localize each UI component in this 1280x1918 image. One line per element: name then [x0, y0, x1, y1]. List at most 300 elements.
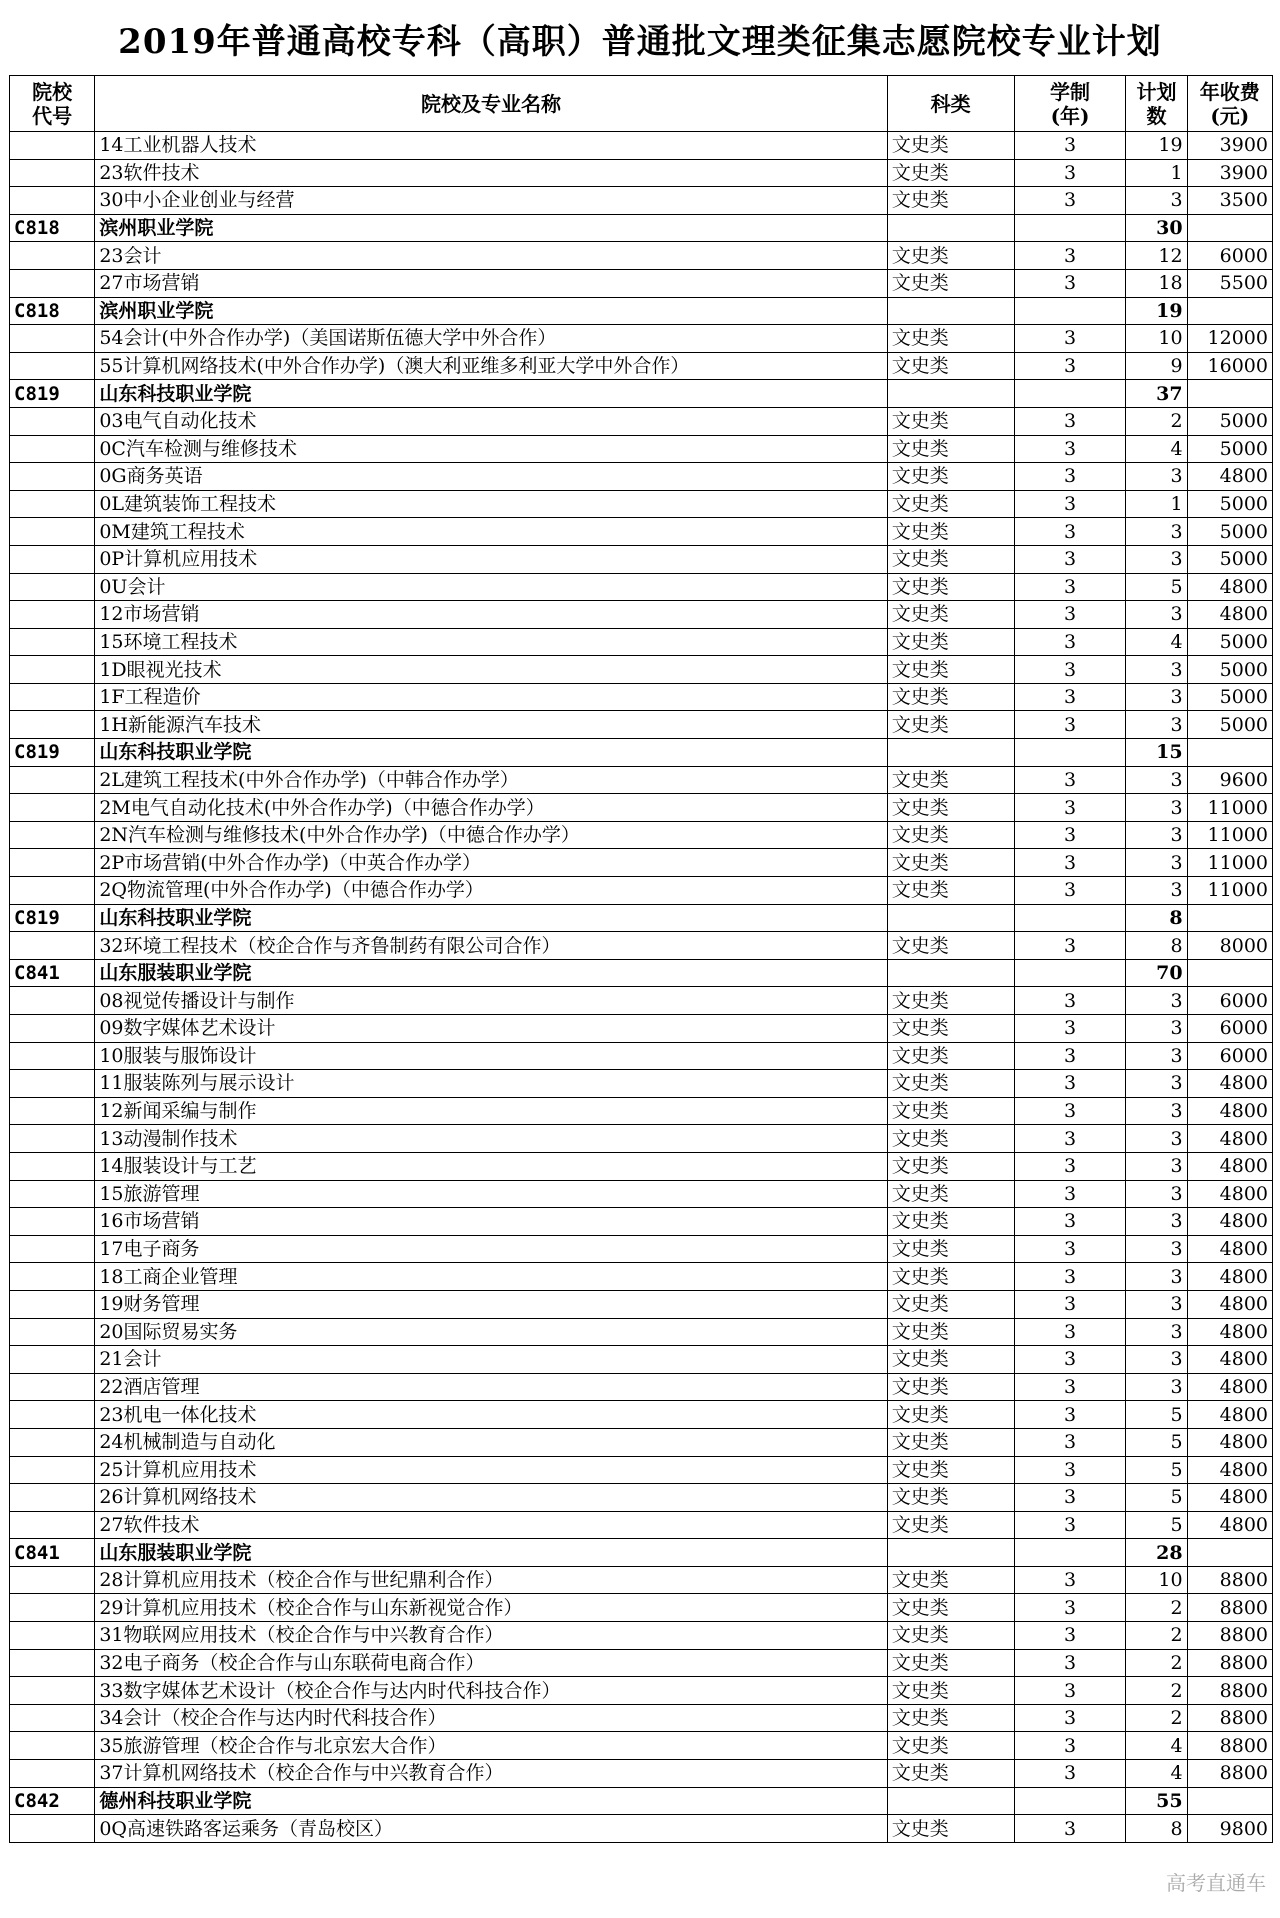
- school-code-cell: [10, 1815, 95, 1843]
- plan-count-cell: 3: [1126, 1373, 1187, 1401]
- annual-fee-cell: 4800: [1187, 463, 1272, 491]
- major-row: [10, 932, 1273, 960]
- name-cell: 30中小企业创业与经营: [95, 187, 887, 215]
- duration-cell: 3: [1014, 877, 1126, 905]
- duration-cell: 3: [1014, 1594, 1126, 1622]
- name-cell: 滨州职业学院: [95, 214, 887, 242]
- annual-fee-cell: 8800: [1187, 1704, 1272, 1732]
- duration-cell: 3: [1014, 1208, 1126, 1236]
- school-code-cell: C842: [10, 1787, 95, 1815]
- plan-count-cell: 19: [1126, 297, 1187, 325]
- annual-fee-cell: 4800: [1187, 1428, 1272, 1456]
- category-cell: 文史类: [887, 1070, 1014, 1098]
- school-code-cell: [10, 932, 95, 960]
- name-cell: 1F工程造价: [95, 683, 887, 711]
- category-cell: 文史类: [887, 1373, 1014, 1401]
- name-cell: 12新闻采编与制作: [95, 1097, 887, 1125]
- plan-count-cell: 3: [1126, 849, 1187, 877]
- major-row: [10, 1704, 1273, 1732]
- duration-cell: 3: [1014, 1456, 1126, 1484]
- annual-fee-cell: 8800: [1187, 1677, 1272, 1705]
- major-row: [10, 1235, 1273, 1263]
- annual-fee-cell: [1187, 214, 1272, 242]
- annual-fee-cell: 5000: [1187, 490, 1272, 518]
- category-cell: 文史类: [887, 269, 1014, 297]
- name-cell: 山东科技职业学院: [95, 380, 887, 408]
- plan-count-cell: 3: [1126, 656, 1187, 684]
- plan-count-cell: 3: [1126, 766, 1187, 794]
- annual-fee-cell: 3900: [1187, 159, 1272, 187]
- category-cell: 文史类: [887, 463, 1014, 491]
- school-code-cell: [10, 1263, 95, 1291]
- plan-count-cell: 4: [1126, 435, 1187, 463]
- school-code-cell: [10, 435, 95, 463]
- annual-fee-cell: 8800: [1187, 1760, 1272, 1788]
- major-row: [10, 1484, 1273, 1512]
- duration-cell: 3: [1014, 1042, 1126, 1070]
- annual-fee-cell: 4800: [1187, 1511, 1272, 1539]
- category-cell: 文史类: [887, 1180, 1014, 1208]
- school-code-cell: [10, 711, 95, 739]
- name-cell: 20国际贸易实务: [95, 1318, 887, 1346]
- name-cell: 1H新能源汽车技术: [95, 711, 887, 739]
- annual-fee-cell: [1187, 1539, 1272, 1567]
- annual-fee-cell: 11000: [1187, 794, 1272, 822]
- school-code-cell: [10, 325, 95, 353]
- school-code-cell: [10, 132, 95, 160]
- plan-count-cell: 4: [1126, 1732, 1187, 1760]
- annual-fee-cell: 5000: [1187, 435, 1272, 463]
- annual-fee-cell: [1187, 380, 1272, 408]
- duration-cell: 3: [1014, 1235, 1126, 1263]
- school-code-cell: [10, 490, 95, 518]
- name-cell: 山东服装职业学院: [95, 959, 887, 987]
- duration-cell: 3: [1014, 1566, 1126, 1594]
- school-code-cell: [10, 877, 95, 905]
- category-cell: 文史类: [887, 1346, 1014, 1374]
- annual-fee-cell: 11000: [1187, 821, 1272, 849]
- category-cell: 文史类: [887, 1401, 1014, 1429]
- duration-cell: 3: [1014, 1346, 1126, 1374]
- duration-cell: 3: [1014, 573, 1126, 601]
- name-cell: 25计算机应用技术: [95, 1456, 887, 1484]
- category-cell: 文史类: [887, 1290, 1014, 1318]
- annual-fee-cell: [1187, 1787, 1272, 1815]
- annual-fee-cell: 4800: [1187, 1290, 1272, 1318]
- duration-cell: 3: [1014, 1760, 1126, 1788]
- category-cell: 文史类: [887, 1732, 1014, 1760]
- annual-fee-cell: 12000: [1187, 325, 1272, 353]
- duration-cell: 3: [1014, 932, 1126, 960]
- plan-count-cell: 3: [1126, 683, 1187, 711]
- major-row: [10, 1263, 1273, 1291]
- annual-fee-cell: 8800: [1187, 1594, 1272, 1622]
- annual-fee-cell: 4800: [1187, 1263, 1272, 1291]
- annual-fee-cell: 5000: [1187, 407, 1272, 435]
- plan-count-cell: 3: [1126, 518, 1187, 546]
- duration-cell: [1014, 959, 1126, 987]
- annual-fee-cell: 4800: [1187, 1484, 1272, 1512]
- name-cell: 23机电一体化技术: [95, 1401, 887, 1429]
- plan-count-cell: 3: [1126, 877, 1187, 905]
- school-code-cell: [10, 1649, 95, 1677]
- major-row: [10, 711, 1273, 739]
- category-cell: 文史类: [887, 1428, 1014, 1456]
- duration-cell: 3: [1014, 407, 1126, 435]
- school-code-cell: C841: [10, 1539, 95, 1567]
- duration-cell: 3: [1014, 325, 1126, 353]
- annual-fee-cell: 4800: [1187, 1235, 1272, 1263]
- plan-count-cell: 3: [1126, 1125, 1187, 1153]
- name-cell: 山东服装职业学院: [95, 1539, 887, 1567]
- category-cell: 文史类: [887, 683, 1014, 711]
- school-code-cell: [10, 821, 95, 849]
- school-code-cell: [10, 1346, 95, 1374]
- plan-count-cell: 1: [1126, 490, 1187, 518]
- category-cell: 文史类: [887, 1677, 1014, 1705]
- category-cell: 文史类: [887, 1208, 1014, 1236]
- plan-count-cell: 37: [1126, 380, 1187, 408]
- header-plan-count: 计划 数: [1126, 76, 1187, 132]
- duration-cell: 3: [1014, 1373, 1126, 1401]
- plan-count-cell: 3: [1126, 1042, 1187, 1070]
- duration-cell: [1014, 904, 1126, 932]
- category-cell: [887, 1539, 1014, 1567]
- school-code-cell: [10, 1760, 95, 1788]
- major-row: [10, 1373, 1273, 1401]
- name-cell: 13动漫制作技术: [95, 1125, 887, 1153]
- duration-cell: 3: [1014, 656, 1126, 684]
- duration-cell: 3: [1014, 435, 1126, 463]
- plan-count-cell: 1: [1126, 159, 1187, 187]
- category-cell: 文史类: [887, 1456, 1014, 1484]
- major-row: [10, 242, 1273, 270]
- plan-count-cell: 28: [1126, 1539, 1187, 1567]
- category-cell: [887, 214, 1014, 242]
- annual-fee-cell: 4800: [1187, 1152, 1272, 1180]
- major-row: [10, 821, 1273, 849]
- name-cell: 55计算机网络技术(中外合作办学)（澳大利亚维多利亚大学中外合作）: [95, 352, 887, 380]
- duration-cell: 3: [1014, 1704, 1126, 1732]
- annual-fee-cell: 8800: [1187, 1732, 1272, 1760]
- school-code-cell: [10, 1566, 95, 1594]
- category-cell: 文史类: [887, 1649, 1014, 1677]
- annual-fee-cell: 4800: [1187, 1097, 1272, 1125]
- plan-count-cell: 10: [1126, 1566, 1187, 1594]
- name-cell: 2P市场营销(中外合作办学)（中英合作办学）: [95, 849, 887, 877]
- duration-cell: 3: [1014, 1732, 1126, 1760]
- plan-count-cell: 3: [1126, 1015, 1187, 1043]
- category-cell: 文史类: [887, 1622, 1014, 1650]
- plan-count-cell: 2: [1126, 1704, 1187, 1732]
- category-cell: 文史类: [887, 766, 1014, 794]
- major-row: [10, 1649, 1273, 1677]
- major-row: [10, 1594, 1273, 1622]
- duration-cell: 3: [1014, 1290, 1126, 1318]
- duration-cell: 3: [1014, 1097, 1126, 1125]
- category-cell: 文史类: [887, 932, 1014, 960]
- school-row: [10, 214, 1273, 242]
- major-row: [10, 1015, 1273, 1043]
- major-row: [10, 877, 1273, 905]
- annual-fee-cell: 5000: [1187, 683, 1272, 711]
- major-row: [10, 766, 1273, 794]
- plan-count-cell: 3: [1126, 1152, 1187, 1180]
- annual-fee-cell: 4800: [1187, 1125, 1272, 1153]
- name-cell: 10服装与服饰设计: [95, 1042, 887, 1070]
- category-cell: 文史类: [887, 1097, 1014, 1125]
- major-row: [10, 1456, 1273, 1484]
- name-cell: 德州科技职业学院: [95, 1787, 887, 1815]
- table-body: [10, 132, 1273, 1843]
- page-title: 2019年普通高校专科（高职）普通批文理类征集志愿院校专业计划: [118, 22, 1162, 62]
- annual-fee-cell: 5000: [1187, 545, 1272, 573]
- name-cell: 37计算机网络技术（校企合作与中兴教育合作）: [95, 1760, 887, 1788]
- name-cell: 0L建筑装饰工程技术: [95, 490, 887, 518]
- annual-fee-cell: [1187, 959, 1272, 987]
- annual-fee-cell: 5000: [1187, 711, 1272, 739]
- plan-count-cell: 5: [1126, 573, 1187, 601]
- major-row: [10, 1290, 1273, 1318]
- category-cell: 文史类: [887, 1152, 1014, 1180]
- plan-count-cell: 3: [1126, 794, 1187, 822]
- name-cell: 35旅游管理（校企合作与北京宏大合作）: [95, 1732, 887, 1760]
- duration-cell: 3: [1014, 1484, 1126, 1512]
- duration-cell: 3: [1014, 187, 1126, 215]
- duration-cell: [1014, 1539, 1126, 1567]
- major-row: [10, 1622, 1273, 1650]
- duration-cell: 3: [1014, 628, 1126, 656]
- name-cell: 滨州职业学院: [95, 297, 887, 325]
- name-cell: 山东科技职业学院: [95, 904, 887, 932]
- duration-cell: 3: [1014, 1401, 1126, 1429]
- name-cell: 2L建筑工程技术(中外合作办学)（中韩合作办学）: [95, 766, 887, 794]
- major-row: [10, 490, 1273, 518]
- school-code-cell: [10, 849, 95, 877]
- major-row: [10, 1732, 1273, 1760]
- school-row: [10, 904, 1273, 932]
- school-code-cell: [10, 1180, 95, 1208]
- category-cell: 文史类: [887, 711, 1014, 739]
- category-cell: 文史类: [887, 490, 1014, 518]
- annual-fee-cell: 6000: [1187, 242, 1272, 270]
- watermark: 高考直通车: [1166, 1871, 1266, 1895]
- duration-cell: 3: [1014, 545, 1126, 573]
- plan-count-cell: 8: [1126, 1815, 1187, 1843]
- school-code-cell: [10, 1290, 95, 1318]
- name-cell: 17电子商务: [95, 1235, 887, 1263]
- header-duration: 学制 (年): [1014, 76, 1126, 132]
- name-cell: 2M电气自动化技术(中外合作办学)（中德合作办学）: [95, 794, 887, 822]
- school-code-cell: [10, 1484, 95, 1512]
- name-cell: 26计算机网络技术: [95, 1484, 887, 1512]
- duration-cell: 3: [1014, 601, 1126, 629]
- major-row: [10, 987, 1273, 1015]
- category-cell: 文史类: [887, 1235, 1014, 1263]
- duration-cell: 3: [1014, 490, 1126, 518]
- major-row: [10, 1318, 1273, 1346]
- major-row: [10, 1346, 1273, 1374]
- major-row: [10, 1677, 1273, 1705]
- plan-count-cell: 30: [1126, 214, 1187, 242]
- annual-fee-cell: 8800: [1187, 1649, 1272, 1677]
- major-row: [10, 1070, 1273, 1098]
- school-row: [10, 1539, 1273, 1567]
- duration-cell: 3: [1014, 1649, 1126, 1677]
- major-row: [10, 573, 1273, 601]
- school-code-cell: [10, 1015, 95, 1043]
- category-cell: 文史类: [887, 849, 1014, 877]
- major-row: [10, 132, 1273, 160]
- annual-fee-cell: [1187, 739, 1272, 767]
- name-cell: 21会计: [95, 1346, 887, 1374]
- name-cell: 15环境工程技术: [95, 628, 887, 656]
- category-cell: [887, 1787, 1014, 1815]
- annual-fee-cell: 6000: [1187, 987, 1272, 1015]
- annual-fee-cell: 6000: [1187, 1015, 1272, 1043]
- plan-count-cell: 3: [1126, 463, 1187, 491]
- category-cell: 文史类: [887, 242, 1014, 270]
- name-cell: 12市场营销: [95, 601, 887, 629]
- school-code-cell: C818: [10, 297, 95, 325]
- annual-fee-cell: 6000: [1187, 1042, 1272, 1070]
- plan-count-cell: 3: [1126, 1318, 1187, 1346]
- name-cell: 24机械制造与自动化: [95, 1428, 887, 1456]
- name-cell: 03电气自动化技术: [95, 407, 887, 435]
- school-code-cell: [10, 1318, 95, 1346]
- school-code-cell: [10, 545, 95, 573]
- duration-cell: 3: [1014, 987, 1126, 1015]
- major-row: [10, 656, 1273, 684]
- plan-count-cell: 3: [1126, 1290, 1187, 1318]
- school-code-cell: [10, 518, 95, 546]
- annual-fee-cell: 8000: [1187, 932, 1272, 960]
- school-code-cell: [10, 1401, 95, 1429]
- school-code-cell: [10, 573, 95, 601]
- school-code-cell: [10, 794, 95, 822]
- name-cell: 23软件技术: [95, 159, 887, 187]
- plan-count-cell: 8: [1126, 904, 1187, 932]
- plan-count-cell: 2: [1126, 1677, 1187, 1705]
- duration-cell: 3: [1014, 463, 1126, 491]
- school-code-cell: C819: [10, 904, 95, 932]
- header-school-code: 院校 代号: [10, 76, 95, 132]
- major-row: [10, 269, 1273, 297]
- major-row: [10, 325, 1273, 353]
- school-code-cell: [10, 1070, 95, 1098]
- category-cell: 文史类: [887, 1594, 1014, 1622]
- school-code-cell: [10, 1594, 95, 1622]
- category-cell: 文史类: [887, 132, 1014, 160]
- annual-fee-cell: 3500: [1187, 187, 1272, 215]
- major-row: [10, 545, 1273, 573]
- duration-cell: [1014, 297, 1126, 325]
- name-cell: 19财务管理: [95, 1290, 887, 1318]
- name-cell: 2N汽车检测与维修技术(中外合作办学)（中德合作办学）: [95, 821, 887, 849]
- name-cell: 09数字媒体艺术设计: [95, 1015, 887, 1043]
- name-cell: 27软件技术: [95, 1511, 887, 1539]
- duration-cell: [1014, 214, 1126, 242]
- category-cell: 文史类: [887, 601, 1014, 629]
- category-cell: 文史类: [887, 1760, 1014, 1788]
- plan-count-cell: 5: [1126, 1456, 1187, 1484]
- school-row: [10, 380, 1273, 408]
- annual-fee-cell: 4800: [1187, 1070, 1272, 1098]
- school-code-cell: [10, 1235, 95, 1263]
- annual-fee-cell: 4800: [1187, 1346, 1272, 1374]
- plan-count-cell: 55: [1126, 1787, 1187, 1815]
- major-row: [10, 1428, 1273, 1456]
- plan-count-cell: 12: [1126, 242, 1187, 270]
- name-cell: 0Q高速铁路客运乘务（青岛校区）: [95, 1815, 887, 1843]
- annual-fee-cell: 11000: [1187, 849, 1272, 877]
- name-cell: 0U会计: [95, 573, 887, 601]
- school-code-cell: C819: [10, 380, 95, 408]
- plan-count-cell: 18: [1126, 269, 1187, 297]
- annual-fee-cell: 5000: [1187, 628, 1272, 656]
- major-row: [10, 1152, 1273, 1180]
- plan-count-cell: 2: [1126, 407, 1187, 435]
- annual-fee-cell: 4800: [1187, 1456, 1272, 1484]
- name-cell: 0P计算机应用技术: [95, 545, 887, 573]
- name-cell: 31物联网应用技术（校企合作与中兴教育合作）: [95, 1622, 887, 1650]
- plan-count-cell: 2: [1126, 1594, 1187, 1622]
- category-cell: 文史类: [887, 656, 1014, 684]
- category-cell: 文史类: [887, 518, 1014, 546]
- name-cell: 山东科技职业学院: [95, 739, 887, 767]
- name-cell: 29计算机应用技术（校企合作与山东新视觉合作）: [95, 1594, 887, 1622]
- duration-cell: [1014, 1787, 1126, 1815]
- school-code-cell: [10, 1125, 95, 1153]
- duration-cell: 3: [1014, 1125, 1126, 1153]
- header-category: 科类: [887, 76, 1014, 132]
- category-cell: 文史类: [887, 1042, 1014, 1070]
- annual-fee-cell: 16000: [1187, 352, 1272, 380]
- table-header-row: [10, 76, 1273, 132]
- annual-fee-cell: 4800: [1187, 1180, 1272, 1208]
- duration-cell: 3: [1014, 683, 1126, 711]
- major-row: [10, 628, 1273, 656]
- plan-count-cell: 2: [1126, 1622, 1187, 1650]
- school-code-cell: [10, 352, 95, 380]
- name-cell: 14工业机器人技术: [95, 132, 887, 160]
- plan-count-cell: 5: [1126, 1428, 1187, 1456]
- plan-count-cell: 19: [1126, 132, 1187, 160]
- category-cell: [887, 297, 1014, 325]
- school-row: [10, 1787, 1273, 1815]
- major-row: [10, 159, 1273, 187]
- plan-count-cell: 3: [1126, 545, 1187, 573]
- school-code-cell: [10, 1704, 95, 1732]
- duration-cell: 3: [1014, 1318, 1126, 1346]
- category-cell: 文史类: [887, 545, 1014, 573]
- category-cell: [887, 739, 1014, 767]
- school-code-cell: [10, 1097, 95, 1125]
- annual-fee-cell: 5000: [1187, 656, 1272, 684]
- duration-cell: 3: [1014, 352, 1126, 380]
- duration-cell: 3: [1014, 711, 1126, 739]
- name-cell: 2Q物流管理(中外合作办学)（中德合作办学）: [95, 877, 887, 905]
- duration-cell: 3: [1014, 269, 1126, 297]
- duration-cell: 3: [1014, 1677, 1126, 1705]
- name-cell: 15旅游管理: [95, 1180, 887, 1208]
- name-cell: 28计算机应用技术（校企合作与世纪鼎利合作）: [95, 1566, 887, 1594]
- duration-cell: 3: [1014, 159, 1126, 187]
- plan-count-cell: 5: [1126, 1401, 1187, 1429]
- category-cell: 文史类: [887, 1125, 1014, 1153]
- annual-fee-cell: 4800: [1187, 573, 1272, 601]
- annual-fee-cell: 4800: [1187, 1401, 1272, 1429]
